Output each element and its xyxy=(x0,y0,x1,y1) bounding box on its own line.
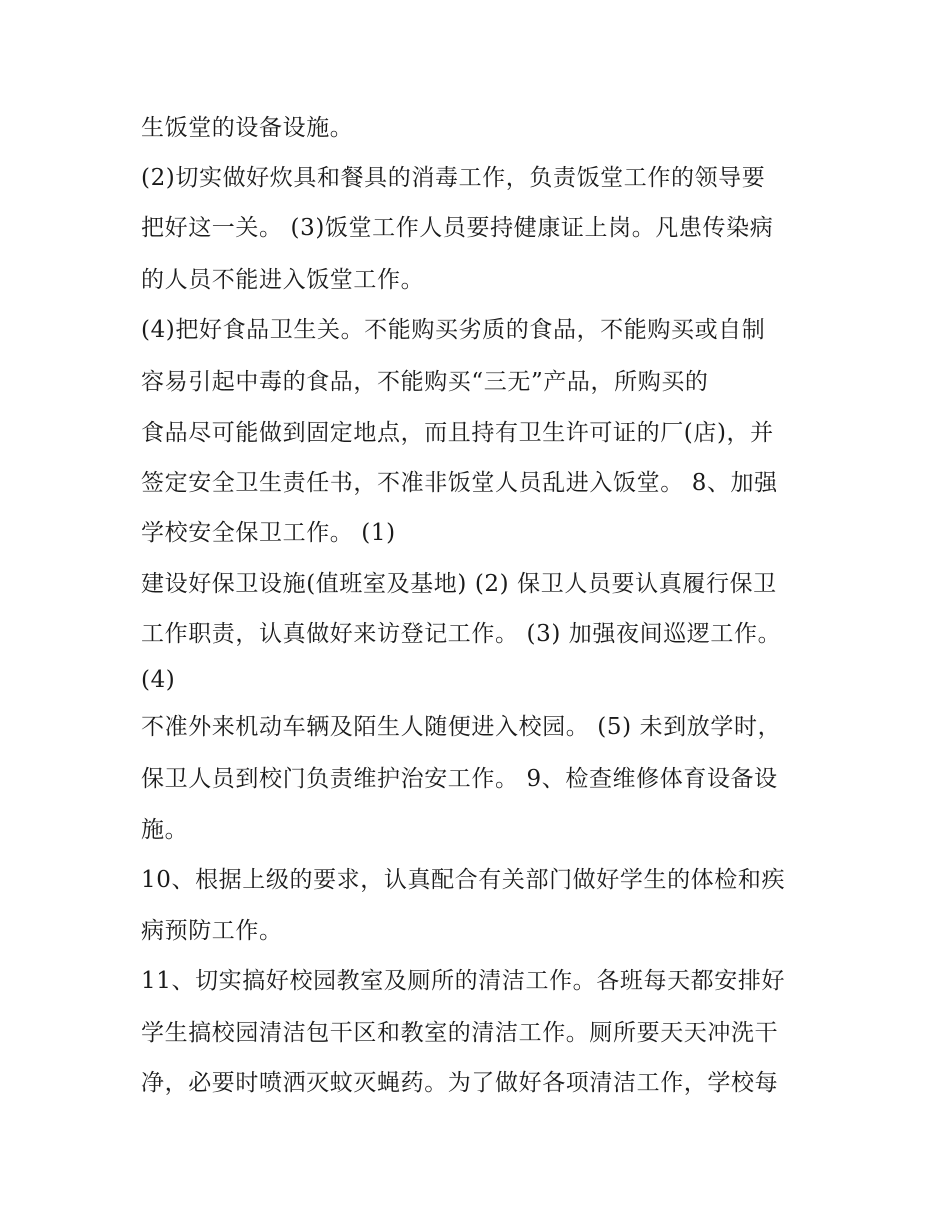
text-line: 学生搞校园清洁包干区和教室的清洁工作。厕所要天天冲洗干 xyxy=(141,1020,779,1046)
text-line: 把好这一关。 (3)饭堂工作人员要持健康证上岗。凡患传染病 xyxy=(141,215,774,241)
text-line: 工作职责，认真做好来访登记工作。 (3) 加强夜间巡逻工作。 xyxy=(141,621,782,647)
text-line: 施。 xyxy=(141,817,189,843)
text-line: (4)把好食品卫生关。不能购买劣质的食品，不能购买或自制 xyxy=(141,317,766,343)
text-line: (2)切实做好炊具和餐具的消毒工作，负责饭堂工作的领导要 xyxy=(141,165,766,191)
text-line: 净，必要时喷洒灭蚊灭蝇药。为了做好各项清洁工作，学校每 xyxy=(141,1070,779,1096)
text-line: 生饭堂的设备设施。 xyxy=(141,115,354,141)
text-line: 签定安全卫生责任书，不准非饭堂人员乱进入饭堂。 8、加强 xyxy=(141,470,778,496)
text-line: 11、切实搞好校园教室及厕所的清洁工作。各班每天都安排好 xyxy=(141,968,786,994)
text-line: 10、根据上级的要求，认真配合有关部门做好学生的体检和疾 xyxy=(141,867,786,893)
text-line: 容易引起中毒的食品，不能购买“三无”产品，所购买的 xyxy=(141,369,709,395)
text-line: 不准外来机动车辆及陌生人随便进入校园。 (5) 未到放学时， xyxy=(141,714,782,740)
text-line: (4) xyxy=(141,667,176,693)
text-line: 建设好保卫设施(值班室及基地) (2) 保卫人员要认真履行保卫 xyxy=(141,571,777,597)
text-line: 的人员不能进入饭堂工作。 xyxy=(141,267,425,293)
text-line: 学校安全保卫工作。 (1) xyxy=(141,520,396,546)
text-line: 食品尽可能做到固定地点，而且持有卫生许可证的厂(店)，并 xyxy=(141,420,774,446)
text-line: 保卫人员到校门负责维护治安工作。 9、检查维修体育设备设 xyxy=(141,766,778,792)
text-line: 病预防工作。 xyxy=(141,918,283,944)
